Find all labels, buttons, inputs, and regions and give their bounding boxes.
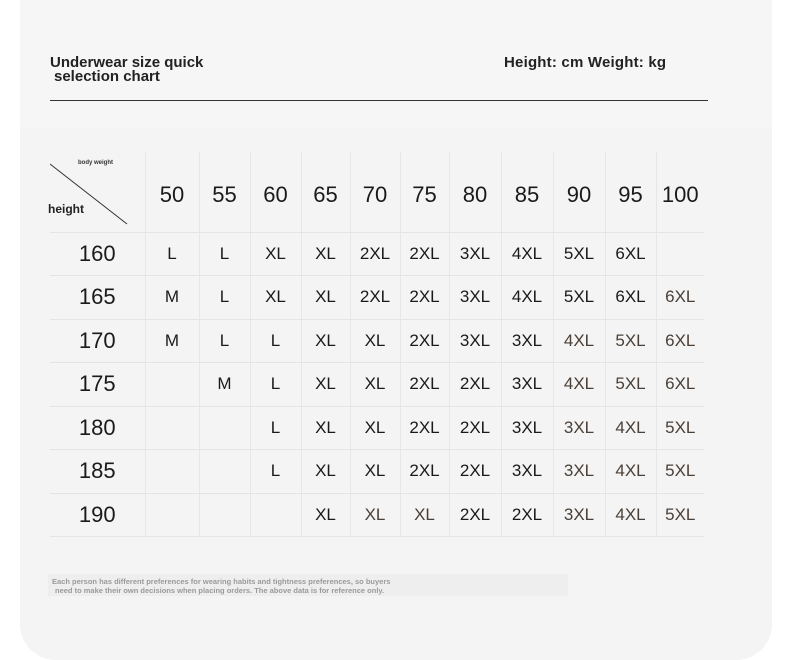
size-cell: 3XL (553, 406, 605, 450)
size-cell: M (145, 319, 199, 363)
table-row (50, 450, 704, 494)
size-cell: XL (250, 276, 301, 320)
table-row (50, 232, 704, 276)
header-divider (50, 100, 708, 101)
size-cell: XL (350, 406, 400, 450)
size-cell: M (199, 363, 250, 407)
size-cell: 4XL (605, 493, 656, 537)
size-cell: 5XL (656, 406, 704, 450)
size-cell: 2XL (449, 406, 501, 450)
size-cell: 2XL (400, 232, 449, 276)
size-cell (656, 232, 704, 276)
size-cell: 5XL (553, 232, 605, 276)
size-cell: 3XL (449, 276, 501, 320)
size-cell: 6XL (605, 276, 656, 320)
size-cell (250, 493, 301, 537)
size-cell: 2XL (501, 493, 553, 537)
size-cell: 4XL (501, 276, 553, 320)
size-cell (145, 493, 199, 537)
size-cell (145, 450, 199, 494)
size-cell: 3XL (449, 232, 501, 276)
size-cell: L (199, 276, 250, 320)
size-cell: 2XL (400, 406, 449, 450)
disclaimer-line1: Each person has different preferences for wearing habits and tightness preferences, so buyers (52, 577, 391, 586)
table-row (50, 363, 704, 407)
weight-header-90: 90 (553, 152, 605, 232)
height-axis-label: height (48, 202, 84, 216)
size-cell: L (199, 319, 250, 363)
size-cell: 6XL (656, 319, 704, 363)
size-cell: 2XL (350, 276, 400, 320)
size-cell (199, 493, 250, 537)
size-cell: 6XL (656, 363, 704, 407)
table-row (50, 493, 704, 537)
size-cell: 5XL (605, 319, 656, 363)
table-row (50, 276, 704, 320)
corner-cell (50, 152, 145, 232)
disclaimer-note (48, 574, 568, 596)
size-cell: L (250, 406, 301, 450)
weight-header-95: 95 (605, 152, 656, 232)
size-cell: 5XL (656, 450, 704, 494)
size-cell: M (145, 276, 199, 320)
disclaimer-line2: need to make their own decisions when placing orders. The above data is for reference only. (55, 586, 385, 595)
size-cell: XL (350, 450, 400, 494)
weight-header-100: 100 (656, 152, 704, 232)
weight-header-80: 80 (449, 152, 501, 232)
weight-header-65: 65 (301, 152, 350, 232)
size-cell: L (250, 450, 301, 494)
size-cell: XL (250, 232, 301, 276)
height-label-160: 160 (50, 232, 145, 276)
weight-header-70: 70 (350, 152, 400, 232)
size-cell: 4XL (553, 363, 605, 407)
size-cell: XL (350, 493, 400, 537)
chart-title-line1: Underwear size quick (50, 54, 204, 71)
height-label-185: 185 (50, 450, 145, 494)
size-cell: 4XL (605, 406, 656, 450)
size-cell: XL (301, 363, 350, 407)
size-cell: 6XL (605, 232, 656, 276)
size-cell: 4XL (501, 232, 553, 276)
size-cell (145, 363, 199, 407)
size-cell: XL (400, 493, 449, 537)
size-table (50, 152, 704, 537)
size-cell: 5XL (605, 363, 656, 407)
size-cell: L (250, 319, 301, 363)
size-table-body (50, 232, 704, 537)
weight-header-50: 50 (145, 152, 199, 232)
height-label-180: 180 (50, 406, 145, 450)
size-cell: XL (301, 493, 350, 537)
size-cell: 2XL (449, 363, 501, 407)
size-cell: 6XL (656, 276, 704, 320)
table-row (50, 406, 704, 450)
height-label-165: 165 (50, 276, 145, 320)
size-cell: 4XL (605, 450, 656, 494)
size-cell: 5XL (553, 276, 605, 320)
size-cell: 3XL (501, 363, 553, 407)
size-cell: XL (350, 363, 400, 407)
size-cell: 3XL (449, 319, 501, 363)
weight-header-85: 85 (501, 152, 553, 232)
size-cell: 3XL (553, 493, 605, 537)
size-cell: 3XL (501, 406, 553, 450)
chart-title-line2: selection chart (54, 68, 160, 85)
size-cell: 2XL (449, 493, 501, 537)
size-cell: 2XL (400, 363, 449, 407)
size-cell: 5XL (656, 493, 704, 537)
size-cell (199, 450, 250, 494)
size-cell: XL (301, 450, 350, 494)
size-cell: L (199, 232, 250, 276)
size-cell: 2XL (400, 319, 449, 363)
size-cell (145, 406, 199, 450)
size-cell: XL (350, 319, 400, 363)
size-cell: 4XL (553, 319, 605, 363)
size-cell: 2XL (449, 450, 501, 494)
weight-axis-label: body weight (78, 160, 113, 166)
weight-header-55: 55 (199, 152, 250, 232)
size-cell: XL (301, 276, 350, 320)
units-label: Height: cm Weight: kg (504, 54, 667, 71)
table-row (50, 319, 704, 363)
chart-title (50, 56, 230, 84)
size-cell: 2XL (400, 450, 449, 494)
size-cell: XL (301, 319, 350, 363)
height-label-170: 170 (50, 319, 145, 363)
size-cell: 2XL (400, 276, 449, 320)
weight-header-60: 60 (250, 152, 301, 232)
size-cell: XL (301, 406, 350, 450)
size-cell: 2XL (350, 232, 400, 276)
weight-header-row (50, 152, 704, 232)
size-cell: 3XL (553, 450, 605, 494)
size-cell: L (145, 232, 199, 276)
height-label-190: 190 (50, 493, 145, 537)
size-cell: 3XL (501, 450, 553, 494)
height-label-175: 175 (50, 363, 145, 407)
size-cell: L (250, 363, 301, 407)
size-cell (199, 406, 250, 450)
size-cell: 3XL (501, 319, 553, 363)
size-cell: XL (301, 232, 350, 276)
weight-header-75: 75 (400, 152, 449, 232)
